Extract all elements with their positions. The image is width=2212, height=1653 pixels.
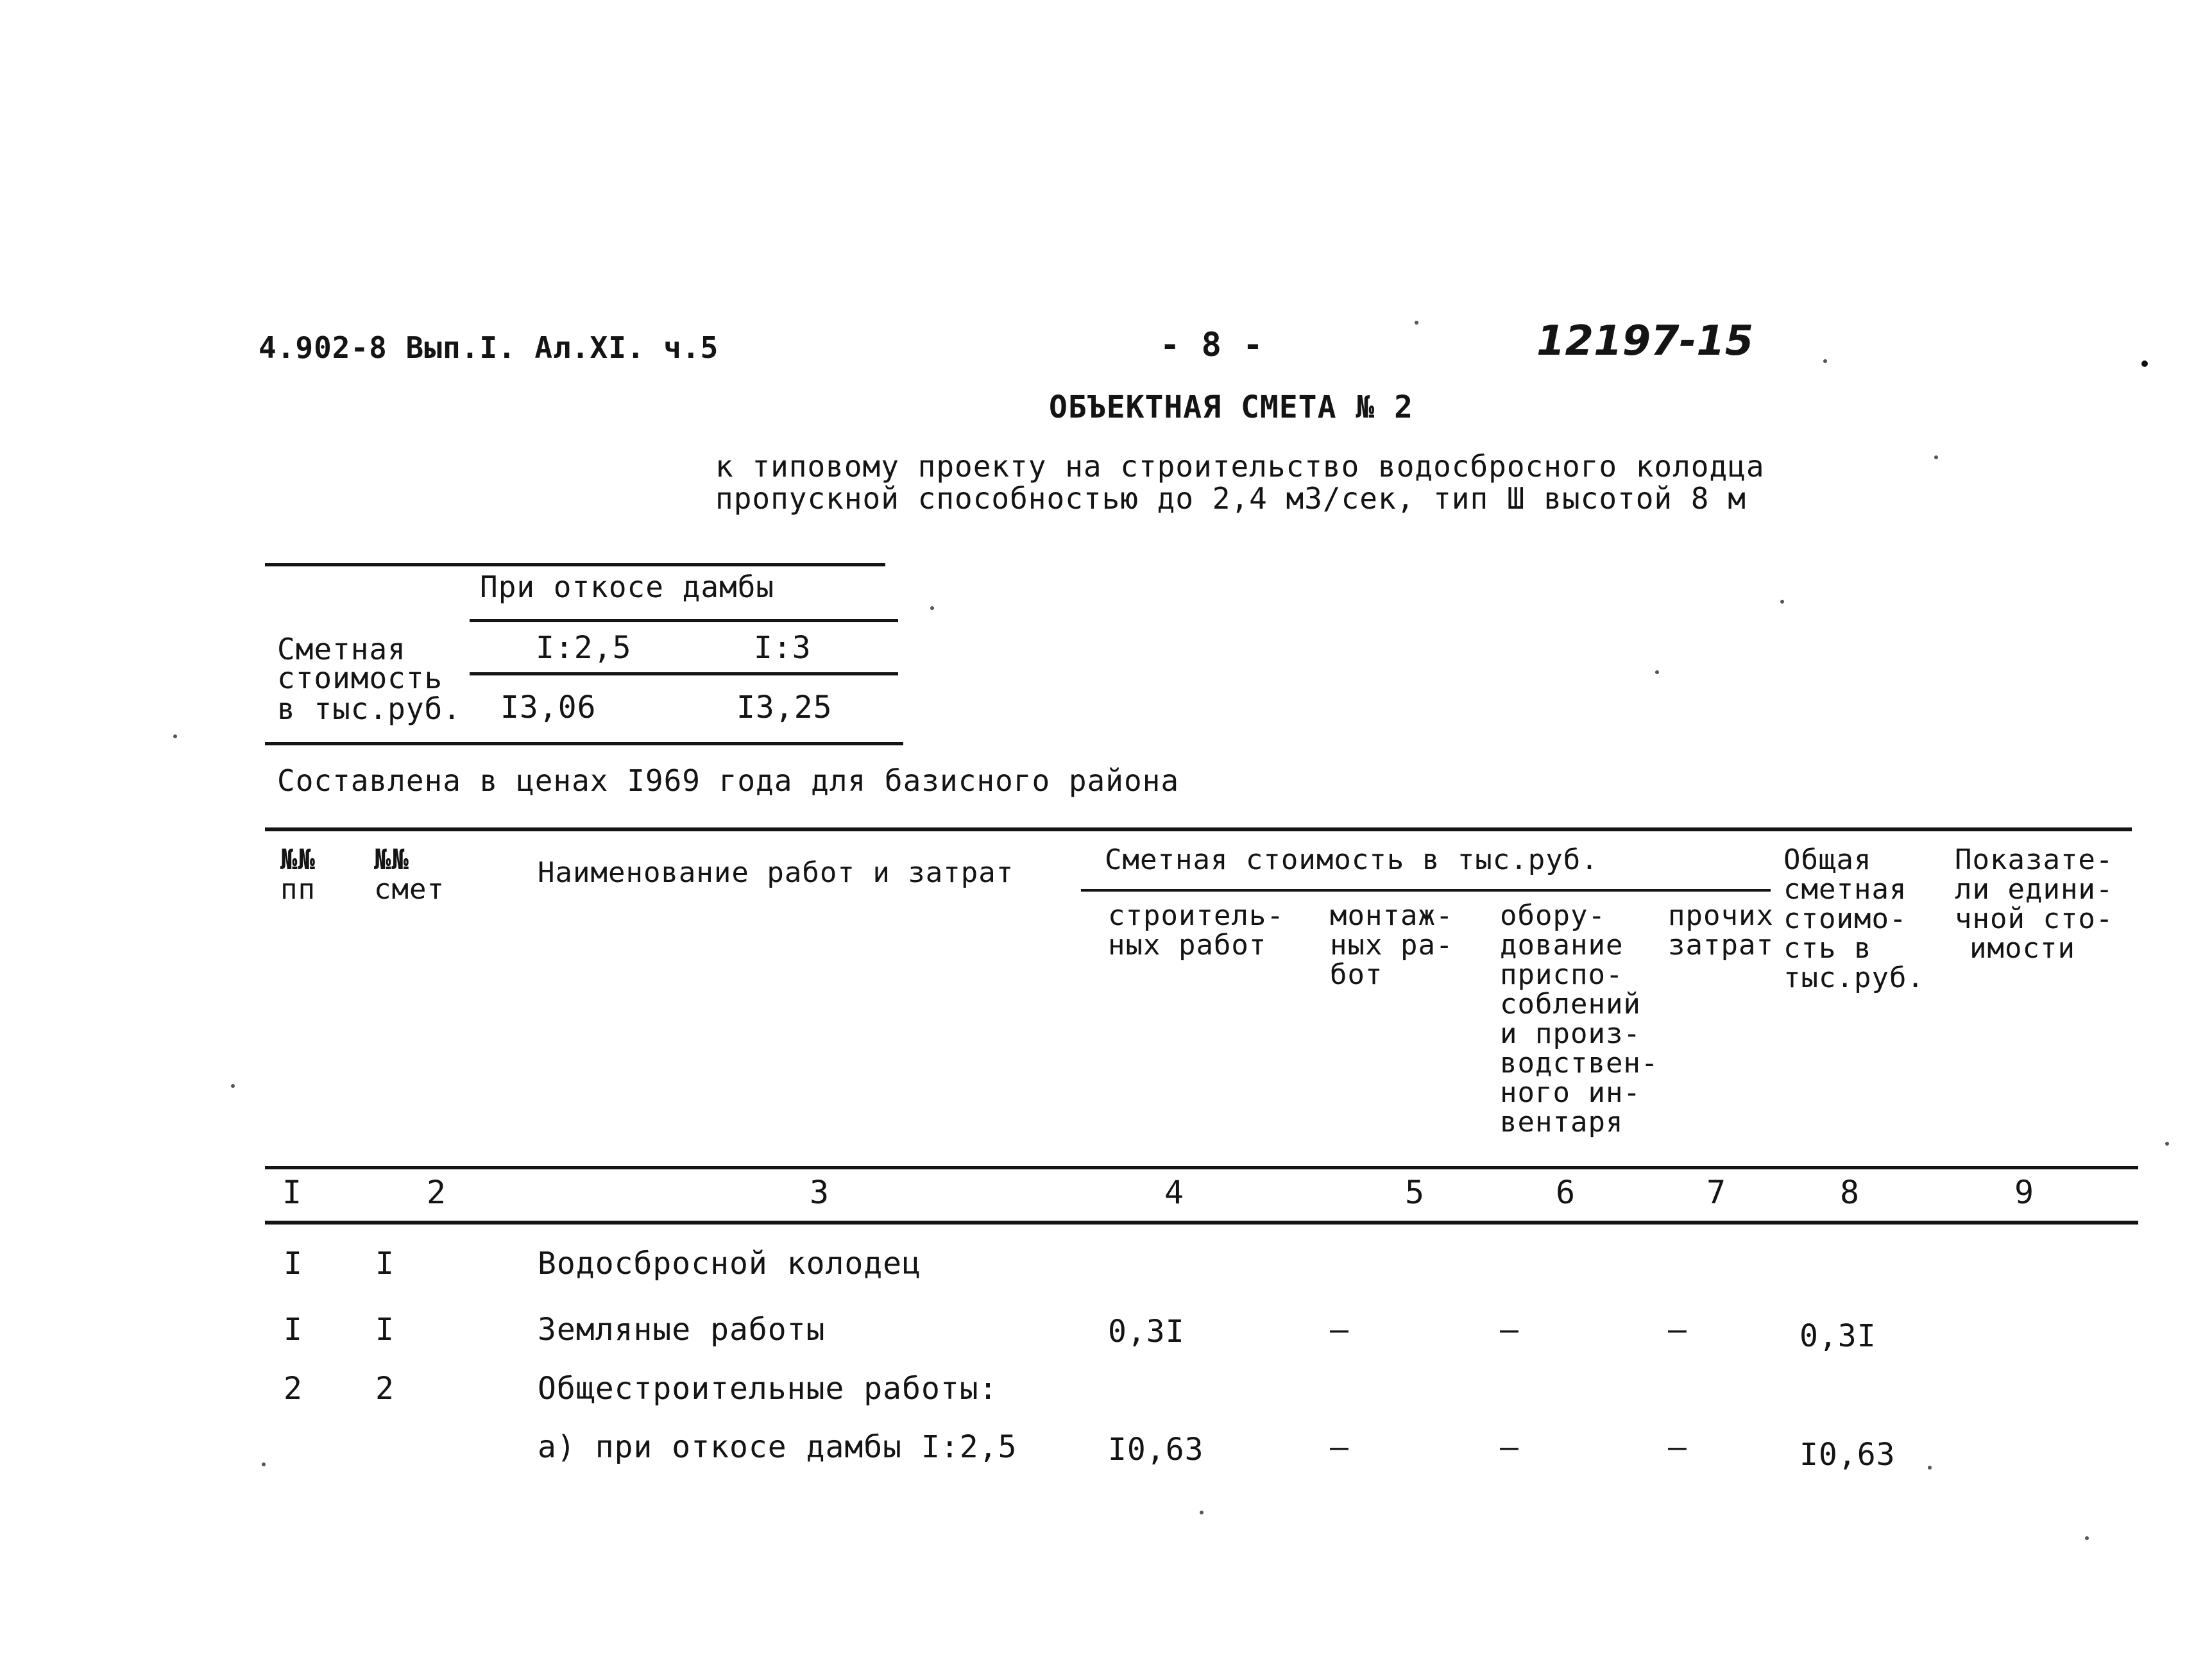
header-equipment-7: ного ин- — [1500, 1076, 1641, 1109]
summary-row-label-1: Сметная — [277, 632, 406, 666]
row-total-cost: I0,63 — [1799, 1437, 1896, 1473]
header-installation-1: монтаж- — [1330, 899, 1454, 932]
scan-speck — [2165, 1142, 2169, 1146]
header-equipment-3: приспо- — [1500, 958, 1624, 991]
header-smet-line-2: смет — [374, 873, 445, 906]
scan-speck — [2085, 1536, 2089, 1540]
header-equipment-2: дование — [1500, 929, 1624, 962]
summary-sub-rule — [470, 672, 898, 675]
row-equipment-cost: – — [1500, 1312, 1519, 1348]
row-installation-cost: – — [1330, 1312, 1349, 1348]
row-name: Земляные работы — [538, 1312, 826, 1348]
row-other-cost: – — [1668, 1429, 1687, 1465]
scan-speck — [1823, 359, 1827, 363]
column-number-2: 2 — [427, 1174, 447, 1211]
scan-speck — [262, 1462, 266, 1466]
prices-note: Составлена в ценах I969 года для базисного района — [277, 763, 1180, 798]
column-number-4: 4 — [1164, 1174, 1184, 1211]
header-total-5: тыс.руб. — [1783, 962, 1925, 994]
summary-row-label-2: стоимость — [277, 661, 443, 695]
scan-speck — [1200, 1511, 1204, 1514]
subtitle-line-1: к типовому проекту на строительство водосбросного колодца — [715, 449, 1765, 484]
page-number: - 8 - — [1160, 326, 1264, 364]
header-total-4: сть в — [1783, 932, 1872, 965]
summary-col-slope-3: I:3 — [754, 630, 812, 666]
header-construction-2: ных работ — [1108, 929, 1267, 962]
header-unit-cost-2: ли едини- — [1955, 873, 2114, 906]
summary-group-heading: При откосе дамбы — [480, 570, 775, 604]
scan-speck — [1934, 455, 1938, 459]
header-equipment-5: и произ- — [1500, 1017, 1641, 1050]
column-number-6: 6 — [1556, 1174, 1576, 1211]
header-equipment-8: вентаря — [1500, 1106, 1624, 1139]
scan-speck — [930, 606, 934, 610]
header-pp-line-2: пп — [280, 873, 316, 906]
header-unit-cost-4: имости — [1970, 932, 2075, 965]
header-equipment-6: водствен- — [1500, 1047, 1659, 1080]
header-pp-line-1: №№ — [280, 843, 316, 876]
header-cost-group: Сметная стоимость в тыс.руб. — [1105, 843, 1599, 876]
summary-value-slope-2-5: I3,06 — [500, 690, 597, 725]
column-number-7: 7 — [1706, 1174, 1726, 1211]
row-construction-cost: I0,63 — [1108, 1432, 1204, 1468]
summary-top-rule — [265, 563, 885, 566]
document-reference: 4.902-8 Вып.I. Ал.XI. ч.5 — [259, 330, 719, 365]
table-top-rule — [265, 827, 2132, 831]
summary-bottom-rule — [265, 742, 903, 745]
summary-row-label-3: в тыс.руб. — [277, 691, 461, 726]
row-equipment-cost: – — [1500, 1429, 1519, 1465]
row-smet: I — [375, 1246, 395, 1282]
header-bottom-rule — [265, 1166, 2138, 1169]
header-equipment-1: обору- — [1500, 899, 1606, 932]
header-total-2: сметная — [1783, 873, 1907, 906]
header-construction-1: строитель- — [1108, 899, 1284, 932]
header-group-rule — [1081, 889, 1771, 892]
header-smet-line-1: №№ — [374, 843, 409, 876]
scan-speck — [173, 734, 177, 738]
row-name: а) при откосе дамбы I:2,5 — [538, 1429, 1017, 1465]
subtitle-line-2: пропускной способностью до 2,4 м3/сек, тип Ш высотой 8 м — [715, 481, 1746, 516]
header-other-2: затрат — [1668, 929, 1774, 962]
summary-mid-rule — [470, 619, 898, 622]
scan-speck — [231, 1084, 235, 1088]
row-name: Общестроительные работы: — [538, 1371, 998, 1407]
row-other-cost: – — [1668, 1312, 1687, 1348]
row-name: Водосбросной колодец — [538, 1246, 921, 1282]
header-equipment-4: соблений — [1500, 988, 1641, 1021]
scan-speck — [1415, 321, 1418, 325]
header-unit-cost-1: Показате- — [1955, 843, 2114, 876]
header-total-3: стоимо- — [1783, 903, 1907, 935]
row-smet: I — [375, 1312, 395, 1348]
row-total-cost: 0,3I — [1799, 1318, 1876, 1354]
column-number-1: I — [282, 1174, 302, 1211]
scan-speck — [1655, 670, 1659, 674]
column-number-9: 9 — [2014, 1174, 2034, 1211]
header-other-1: прочих — [1668, 899, 1774, 932]
summary-col-slope-2-5: I:2,5 — [536, 630, 632, 666]
header-total-1: Общая — [1783, 843, 1872, 876]
scan-speck — [2141, 360, 2148, 367]
document-title: ОБЪЕКТНАЯ СМЕТА № 2 — [1049, 389, 1414, 425]
column-number-5: 5 — [1405, 1174, 1425, 1211]
header-installation-2: ных ра- — [1330, 929, 1454, 962]
scan-speck — [1780, 600, 1784, 604]
row-pp: I — [284, 1312, 303, 1348]
column-numbers-bottom-rule — [265, 1221, 2138, 1225]
column-number-8: 8 — [1840, 1174, 1860, 1211]
summary-value-slope-3: I3,25 — [736, 690, 833, 725]
header-unit-cost-3: чной сто- — [1955, 903, 2114, 935]
row-construction-cost: 0,3I — [1108, 1314, 1185, 1350]
archive-number: 12197-15 — [1536, 318, 1754, 365]
row-installation-cost: – — [1330, 1429, 1349, 1465]
row-pp: 2 — [284, 1371, 303, 1407]
row-pp: I — [284, 1246, 303, 1282]
header-work-name: Наименование работ и затрат — [538, 856, 1014, 889]
header-installation-3: бот — [1330, 958, 1383, 991]
row-smet: 2 — [375, 1371, 395, 1407]
column-number-3: 3 — [810, 1174, 830, 1211]
scan-speck — [1928, 1466, 1932, 1470]
